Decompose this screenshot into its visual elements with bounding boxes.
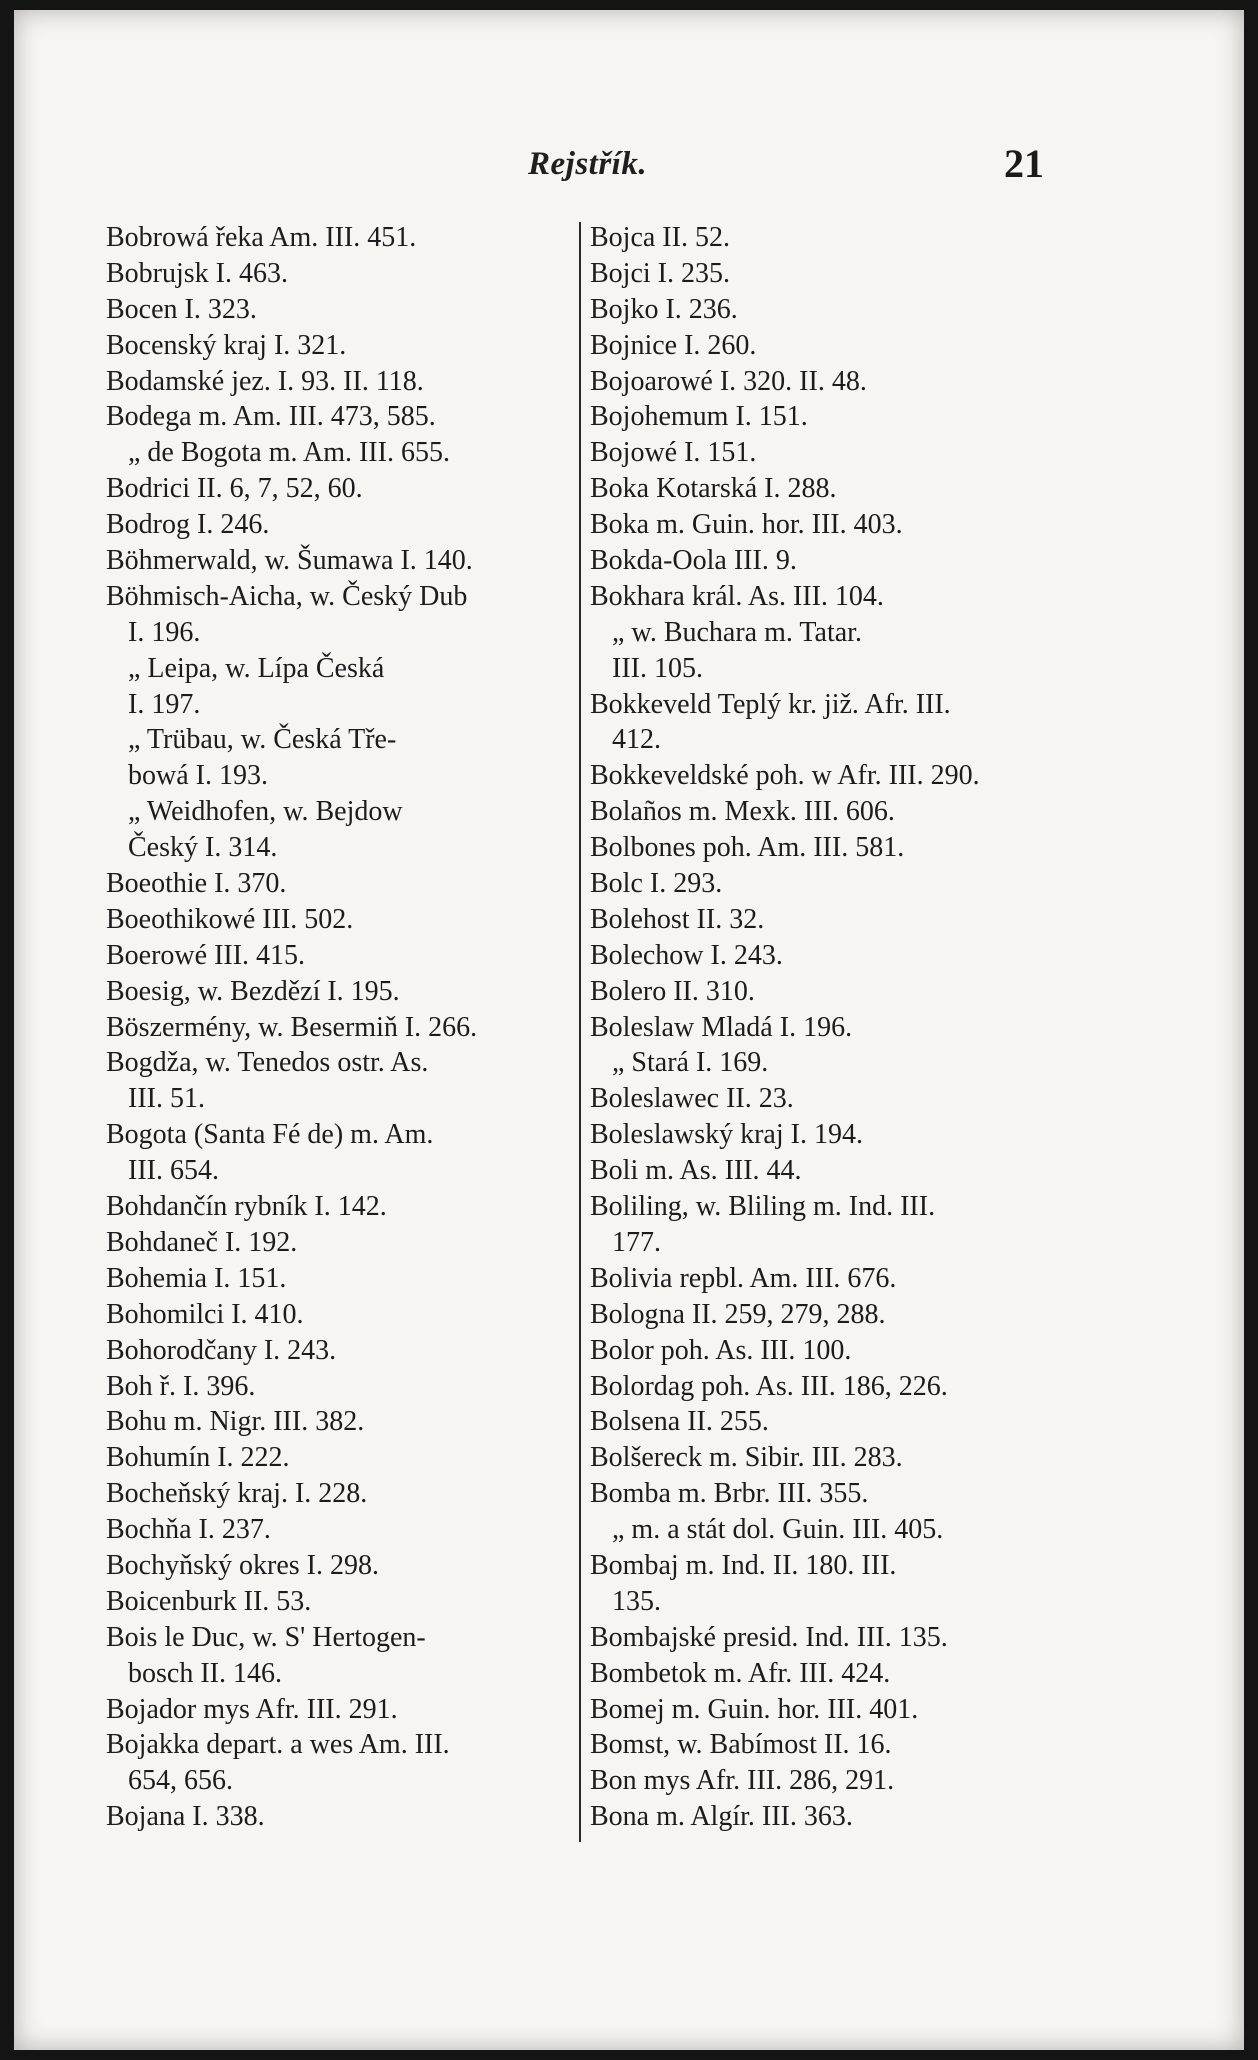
- index-entry: Bokkeveld Teplý kr. již. Afr. III.: [590, 688, 951, 720]
- index-entry: Bohorodčany I. 243.: [106, 1334, 337, 1366]
- index-entry: Bolc I. 293.: [590, 868, 723, 900]
- index-entry: Bologna II. 259, 279, 288.: [590, 1298, 886, 1330]
- index-entry: Bojko I. 236.: [590, 293, 738, 325]
- index-entry: Bolivia repbl. Am. III. 676.: [590, 1262, 897, 1294]
- index-entry: Bogota (Santa Fé de) m. Am.: [106, 1119, 434, 1151]
- index-entry: Bojana I. 338.: [106, 1801, 265, 1833]
- index-entry: Boleslawec II. 23.: [590, 1083, 794, 1115]
- index-entry: Bocen I. 323.: [106, 293, 257, 325]
- index-entry: „ Weidhofen, w. Bejdow: [128, 796, 403, 828]
- index-entry-continuation: III. 654.: [128, 1155, 219, 1187]
- index-entry: Bojci I. 235.: [590, 257, 730, 289]
- index-entry: Bohumín I. 222.: [106, 1442, 290, 1474]
- index-entry-continuation: III. 105.: [612, 652, 703, 684]
- index-entry-continuation: Český I. 314.: [128, 832, 278, 864]
- index-entry: Bon mys Afr. III. 286, 291.: [590, 1765, 895, 1797]
- index-entry-continuation: I. 196.: [128, 616, 201, 648]
- index-entry: Bohomilci I. 410.: [106, 1298, 304, 1330]
- index-entry: Bohdančín rybník I. 142.: [106, 1191, 387, 1223]
- index-entry: Boka m. Guin. hor. III. 403.: [590, 509, 903, 541]
- index-entry: Bombajské presid. Ind. III. 135.: [590, 1621, 948, 1653]
- index-entry: Bodega m. Am. III. 473, 585.: [106, 401, 436, 433]
- index-entry: Böhmerwald, w. Šumawa I. 140.: [106, 545, 473, 577]
- index-entry: Bohemia I. 151.: [106, 1262, 287, 1294]
- index-entry: Bombetok m. Afr. III. 424.: [590, 1657, 891, 1689]
- index-entry: Bogdža, w. Tenedos ostr. As.: [106, 1047, 429, 1079]
- index-entry: Bocenský kraj I. 321.: [106, 329, 347, 361]
- index-entry: Bodrici II. 6, 7, 52, 60.: [106, 473, 363, 505]
- index-entry: Bokda-Oola III. 9.: [590, 545, 797, 577]
- running-header-title: Rejstřík.: [528, 146, 648, 182]
- index-entry-continuation: 135.: [612, 1585, 661, 1617]
- index-entry-continuation: 412.: [612, 724, 661, 756]
- index-entry: Boeothikowé III. 502.: [106, 903, 354, 935]
- index-entry-continuation: III. 51.: [128, 1083, 205, 1115]
- index-entry: Bokhara král. As. III. 104.: [590, 580, 884, 612]
- index-entry: Bojador mys Afr. III. 291.: [106, 1693, 398, 1725]
- index-entry: Böszermény, w. Besermiň I. 266.: [106, 1011, 478, 1043]
- index-column-right: [590, 220, 1054, 1835]
- index-entry: Bocheňský kraj. I. 228.: [106, 1478, 368, 1510]
- index-entry: „ Trübau, w. Česká Tře-: [128, 724, 397, 756]
- index-entry-continuation: bowá I. 193.: [128, 760, 268, 792]
- index-entry: „ de Bogota m. Am. III. 655.: [128, 437, 450, 469]
- index-entry: Boeothie I. 370.: [106, 868, 287, 900]
- column-divider: [579, 222, 581, 1842]
- index-entry: Bomba m. Brbr. III. 355.: [590, 1478, 869, 1510]
- index-entry: Bolšereck m. Sibir. III. 283.: [590, 1442, 903, 1474]
- index-entry-continuation: I. 197.: [128, 688, 201, 720]
- index-entry: Bokkeveldské poh. w Afr. III. 290.: [590, 760, 980, 792]
- index-entry: „ Leipa, w. Lípa Česká: [128, 652, 385, 684]
- index-entry: Bohdaneč I. 192.: [106, 1226, 298, 1258]
- index-entry: Boka Kotarská I. 288.: [590, 473, 837, 505]
- index-entry: Boleslawský kraj I. 194.: [590, 1119, 863, 1151]
- index-entry: Bombaj m. Ind. II. 180. III.: [590, 1549, 897, 1581]
- index-entry: Boesig, w. Bezdězí I. 195.: [106, 975, 400, 1007]
- index-entry: Bojakka depart. a wes Am. III.: [106, 1729, 450, 1761]
- index-entry: Bolaños m. Mexk. III. 606.: [590, 796, 895, 828]
- index-entry: Bojoarowé I. 320. II. 48.: [590, 365, 867, 397]
- index-entry: Boicenburk II. 53.: [106, 1585, 312, 1617]
- index-entry: Bolehost II. 32.: [590, 903, 765, 935]
- index-entry: Bolechow I. 243.: [590, 939, 783, 971]
- page-number: 21: [1004, 141, 1044, 186]
- index-entry: Bolbones poh. Am. III. 581.: [590, 832, 905, 864]
- index-entry: Bolor poh. As. III. 100.: [590, 1334, 852, 1366]
- index-entry: Bohu m. Nigr. III. 382.: [106, 1406, 365, 1438]
- index-entry: „ w. Buchara m. Tatar.: [612, 616, 862, 648]
- index-entry: Boerowé III. 415.: [106, 939, 306, 971]
- index-entry: Bolero II. 310.: [590, 975, 755, 1007]
- index-entry: Bojca II. 52.: [590, 222, 730, 253]
- index-column-left: [106, 220, 572, 1835]
- book-page: [14, 10, 1244, 2050]
- index-entry: „ m. a stát dol. Guin. III. 405.: [612, 1514, 944, 1546]
- index-entry: Bomst, w. Babímost II. 16.: [590, 1729, 892, 1761]
- index-entry-continuation: bosch II. 146.: [128, 1657, 282, 1689]
- index-entry: Bolsena II. 255.: [590, 1406, 769, 1438]
- index-entry: Boh ř. I. 396.: [106, 1370, 256, 1402]
- index-entry: Boleslaw Mladá I. 196.: [590, 1011, 853, 1043]
- index-entry: Bobrujsk I. 463.: [106, 257, 288, 289]
- index-entry: Bojnice I. 260.: [590, 329, 757, 361]
- index-entry: Bobrowá řeka Am. III. 451.: [106, 222, 417, 253]
- index-entry: Bodrog I. 246.: [106, 509, 270, 541]
- index-entry-continuation: 177.: [612, 1226, 661, 1258]
- index-entry: „ Stará I. 169.: [612, 1047, 769, 1079]
- index-entry: Bodamské jez. I. 93. II. 118.: [106, 365, 424, 397]
- index-entry-continuation: 654, 656.: [128, 1765, 233, 1797]
- index-entry: Bois le Duc, w. S' Hertogen-: [106, 1621, 426, 1653]
- index-entry: Bojowé I. 151.: [590, 437, 757, 469]
- index-entry: Bojohemum I. 151.: [590, 401, 808, 433]
- index-entry: Bochyňský okres I. 298.: [106, 1549, 379, 1581]
- index-entry: Bomej m. Guin. hor. III. 401.: [590, 1693, 919, 1725]
- index-entry: Böhmisch-Aicha, w. Český Dub: [106, 580, 468, 612]
- index-entry: Bolordag poh. As. III. 186, 226.: [590, 1370, 948, 1402]
- index-entry: Boli m. As. III. 44.: [590, 1155, 802, 1187]
- index-entry: Bochňa I. 237.: [106, 1514, 271, 1546]
- index-entry: Bona m. Algír. III. 363.: [590, 1801, 853, 1833]
- index-entry: Boliling, w. Bliling m. Ind. III.: [590, 1191, 936, 1223]
